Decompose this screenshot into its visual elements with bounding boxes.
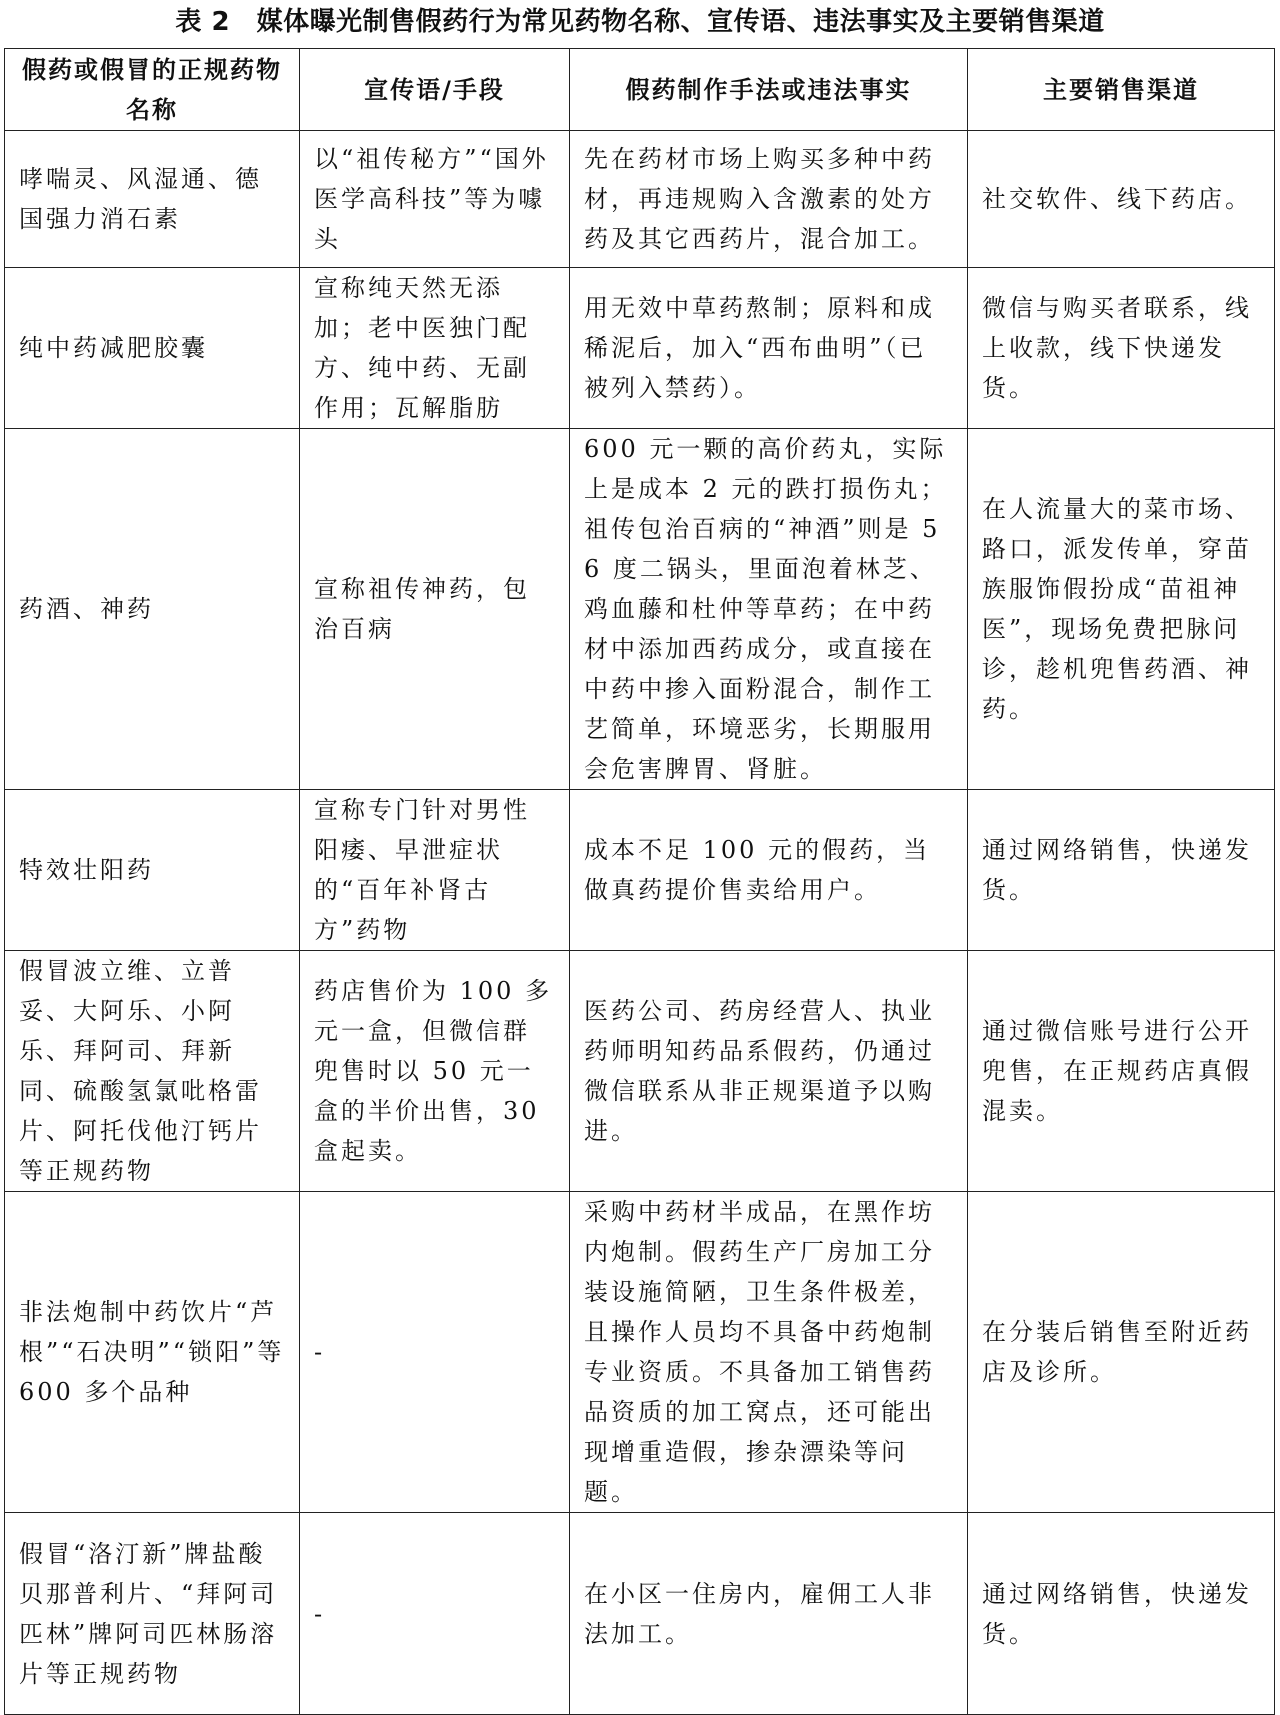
cell-slogan: 以“祖传秘方”“国外医学高科技”等为噱头 bbox=[300, 131, 570, 268]
cell-drug-name: 纯中药减肥胶囊 bbox=[5, 268, 300, 429]
cell-slogan: 宣称专门针对男性阳痿、早泄症状的“百年补肾古方”药物 bbox=[300, 790, 570, 951]
table-row bbox=[5, 1192, 1275, 1513]
cell-slogan: 药店售价为 100 多元一盒，但微信群兜售时以 50 元一盒的半价出售，30 盒起卖。 bbox=[300, 951, 570, 1192]
table-row bbox=[5, 1513, 1275, 1715]
cell-drug-name: 假冒波立维、立普妥、大阿乐、小阿乐、拜阿司、拜新同、硫酸氢氯吡格雷片、阿托伐他汀钙片等正规药物 bbox=[5, 951, 300, 1192]
cell-drug-name: 哮喘灵、风湿通、德国强力消石素 bbox=[5, 131, 300, 268]
cell-method: 医药公司、药房经营人、执业药师明知药品系假药，仍通过微信联系从非正规渠道予以购进。 bbox=[570, 951, 968, 1192]
table-row bbox=[5, 790, 1275, 951]
cell-drug-name: 特效壮阳药 bbox=[5, 790, 300, 951]
cell-slogan: - bbox=[300, 1192, 570, 1513]
cell-channel: 通过网络销售，快递发货。 bbox=[968, 1513, 1275, 1715]
cell-slogan: - bbox=[300, 1513, 570, 1715]
table-row bbox=[5, 131, 1275, 268]
header-channel: 主要销售渠道 bbox=[968, 49, 1275, 131]
cell-method: 成本不足 100 元的假药，当做真药提价售卖给用户。 bbox=[570, 790, 968, 951]
cell-channel: 在人流量大的菜市场、路口，派发传单，穿苗族服饰假扮成“苗祖神医”，现场免费把脉问诊，趁机兜售药酒、神药。 bbox=[968, 429, 1275, 790]
table-header-row bbox=[5, 49, 1275, 131]
table-row bbox=[5, 268, 1275, 429]
header-slogan: 宣传语/手段 bbox=[300, 49, 570, 131]
cell-method: 在小区一住房内，雇佣工人非法加工。 bbox=[570, 1513, 968, 1715]
drug-table bbox=[4, 48, 1275, 1715]
cell-drug-name: 非法炮制中药饮片“芦根”“石决明”“锁阳”等 600 多个品种 bbox=[5, 1192, 300, 1513]
header-drug-name: 假药或假冒的正规药物名称 bbox=[5, 49, 300, 131]
page-title: 表 2 媒体曝光制售假药行为常见药物名称、宣传语、违法事实及主要销售渠道 bbox=[175, 7, 1105, 37]
header-method: 假药制作手法或违法事实 bbox=[570, 49, 968, 131]
table-row bbox=[5, 951, 1275, 1192]
cell-slogan: 宣称祖传神药，包治百病 bbox=[300, 429, 570, 790]
cell-drug-name: 药酒、神药 bbox=[5, 429, 300, 790]
cell-method: 采购中药材半成品，在黑作坊内炮制。假药生产厂房加工分装设施简陋，卫生条件极差，且操作人员均不具备中药炮制专业资质。不具备加工销售药品资质的加工窝点，还可能出现增重造假，掺杂漂染等问题。 bbox=[570, 1192, 968, 1513]
cell-method: 先在药材市场上购买多种中药材，再违规购入含激素的处方药及其它西药片，混合加工。 bbox=[570, 131, 968, 268]
cell-channel: 社交软件、线下药店。 bbox=[968, 131, 1275, 268]
cell-channel: 在分装后销售至附近药店及诊所。 bbox=[968, 1192, 1275, 1513]
cell-method: 用无效中草药熬制；原料和成稀泥后，加入“西布曲明”（已被列入禁药）。 bbox=[570, 268, 968, 429]
cell-slogan: 宣称纯天然无添加；老中医独门配方、纯中药、无副作用；瓦解脂肪 bbox=[300, 268, 570, 429]
cell-drug-name: 假冒“洛汀新”牌盐酸贝那普利片、“拜阿司匹林”牌阿司匹林肠溶片等正规药物 bbox=[5, 1513, 300, 1715]
cell-channel: 通过微信账号进行公开兜售，在正规药店真假混卖。 bbox=[968, 951, 1275, 1192]
cell-channel: 微信与购买者联系，线上收款，线下快递发货。 bbox=[968, 268, 1275, 429]
cell-channel: 通过网络销售，快递发货。 bbox=[968, 790, 1275, 951]
table-row bbox=[5, 429, 1275, 790]
cell-method: 600 元一颗的高价药丸，实际上是成本 2 元的跌打损伤丸；祖传包治百病的“神酒”则是 56 度二锅头，里面泡着林芝、鸡血藤和杜仲等草药；在中药材中添加西药成分，或直接在中药中掺入面粉混合，制作工艺简单，环境恶劣，长期服用会危害脾胃、肾脏。 bbox=[570, 429, 968, 790]
